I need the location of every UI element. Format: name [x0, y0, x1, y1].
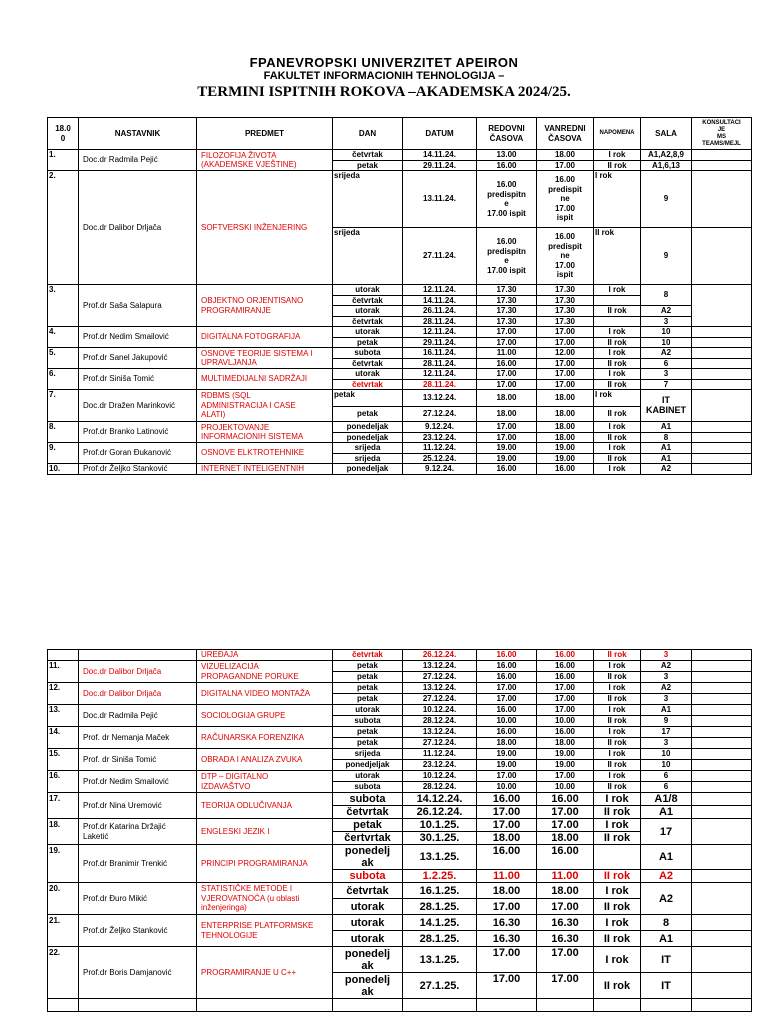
table-row: srijeda 27.11.24. 16.00 predispitn e 17.00 ispit 16.00 predispit ne 17.00 ispit II rok 9 — [48, 228, 752, 285]
table-row: srijeda 25.12.24. 19.00 19.00 II rok A1 — [48, 453, 752, 464]
table-row: 15. Prof. dr Siniša Tomić OBRADA I ANALIZA ZVUKA srijeda 11.12.24. 19.00 19.00 I rok 10 — [48, 749, 752, 760]
table-row: subota 28.12.24. 10.00 10.00 II rok 6 — [48, 782, 752, 793]
table-row: 9. Prof.dr Goran Đukanović OSNOVE ELKTROTEHNIKE srijeda 11.12.24. 19.00 19.00 I rok A1 — [48, 443, 752, 454]
table-row: UREĐAJA četvrtak 26.12.24. 16.00 16.00 II rok 3 — [48, 650, 752, 661]
col-header: VANREDNI ČASOVA — [537, 118, 594, 150]
table-row: petak 29.11.24. 17.00 17.00 II rok 10 — [48, 337, 752, 348]
table-row: subota 28.12.24. 10.00 10.00 II rok 9 — [48, 716, 752, 727]
col-header: NASTAVNIK — [79, 118, 197, 150]
table-row: četvrtak 26.12.24. 17.00 17.00 II rok A1 — [48, 806, 752, 819]
col-header: DAN — [333, 118, 403, 150]
table-row: 22. Prof.dr Boris Damjanović PROGRAMIRANJE U C++ ponedelj ak 13.1.25. 17.00 17.00 I rok IT — [48, 947, 752, 973]
table-row: subota 1.2.25. 11.00 11.00 II rok A2 — [48, 870, 752, 883]
exam-table-2 — [47, 649, 752, 1012]
table-row: 10. Prof.dr Željko Stanković INTERNET INTELIGENTNIH ponedeljak 9.12.24. 16.00 16.00 I rok A2 — [48, 464, 752, 475]
page-title: TERMINI ISPITNIH ROKOVA –AKADEMSKA 2024/25. — [197, 84, 571, 100]
table-row: 6. Prof.dr Siniša Tomić MULTIMEDIJALNI SADRŽAJI utorak 12.11.24. 17.00 17.00 I rok 3 — [48, 369, 752, 380]
table-row: 3. Prof.dr Saša Salapura OBJEKTNO ORJENTISANO PROGRAMIRANJE utorak 12.11.24. 17.30 17.30 I rok 8 — [48, 285, 752, 296]
col-header: NAPOMENA — [594, 118, 641, 150]
table-row: 12. Doc.dr Dalibor Drljača DIGITALNA VIDEO MONTAŽA petak 13.12.24. 17.00 17.00 I rok A2 — [48, 683, 752, 694]
table-row: 13. Doc.dr Radmila Pejić SOCIOLOGIJA GRUPE utorak 10.12.24. 16.00 17.00 I rok A1 — [48, 705, 752, 716]
table-row: 19. Prof.dr Branimir Trenkić PRINCIPI PROGRAMIRANJA ponedelj ak 13.1.25. 16.00 16.00 A1 — [48, 845, 752, 870]
table-row: utorak 28.1.25. 16.30 16.30 II rok A1 — [48, 931, 752, 947]
col-header: 18.0 0 — [48, 118, 79, 150]
col-header: REDOVNI ČASOVA — [477, 118, 537, 150]
table-row: 20. Prof.dr Đuro Mikić STATISTIČKE METODE I VJEROVATNOĆA (u oblasti inženjeringa) četvrtak 16.1.25. 18.00 18.00 I rok A2 — [48, 883, 752, 899]
table-row: čertvrtak 30.1.25. 18.00 18.00 II rok — [48, 832, 752, 845]
table-row: 18. Prof.dr Katarina Držajić Laketić ENGLESKI JEZIK I petak 10.1.25. 17.00 17.00 I rok 17 — [48, 819, 752, 832]
table-row: ponedjeljak 23.12.24. 19.00 19.00 II rok 10 — [48, 760, 752, 771]
header-row — [48, 118, 752, 150]
col-header: SALA — [641, 118, 692, 150]
table-row: petak 27.12.24. 18.00 18.00 II rok 3 — [48, 738, 752, 749]
table-row: 11. Doc.dr Dalibor Drljača VIZUELIZACIJA PROPAGANDNE PORUKE petak 13.12.24. 16.00 16.00 I rok A2 — [48, 661, 752, 672]
table-row: četvrtak 28.11.24. 16.00 17.00 II rok 6 — [48, 358, 752, 369]
table-row: četvrtak 28.11.24. 17.00 17.00 II rok 7 — [48, 379, 752, 390]
table-row: ponedelj ak 27.1.25. 17.00 17.00 II rok IT — [48, 973, 752, 999]
col-header: DATUM — [403, 118, 477, 150]
table-row: utorak 28.1.25. 17.00 17.00 II rok — [48, 899, 752, 915]
table-row: 1. Doc.dr Radmila Pejić FILOZOFIJA ŽIVOTA (AKADEMSKE VJEŠTINE) četvrtak 14.11.24. 13.00 18.00 I rok A1,A2,8,9 — [48, 150, 752, 161]
exam-table-1 — [47, 117, 752, 475]
table-row: 16. Prof.dr Nedim Smailović DTP – DIGITALNO IZDAVAŠTVO utorak 10.12.24. 17.00 17.00 I rok 6 — [48, 771, 752, 782]
table-row: 7. Doc.dr Dražen Marinković RDBMS (SQL ADMINISTRACIJA I CASE ALATI) petak 13.12.24. 18.00 18.00 I rok IT KABINET — [48, 390, 752, 407]
table-row: 14. Prof. dr Nemanja Maček RAČUNARSKA FORENZIKA petak 13.12.24. 16.00 16.00 I rok 17 — [48, 727, 752, 738]
table-row: 4. Prof.dr Nedim Smailović DIGITALNA FOTOGRAFIJA utorak 12.11.24. 17.00 17.00 I rok 10 — [48, 327, 752, 338]
table-row: petak 27.12.24. 16.00 16.00 II rok 3 — [48, 672, 752, 683]
table-row: 2. Doc.dr Dalibor Drljača SOFTVERSKI INŽENJERING srijeda 13.11.24. 16.00 predispitn e 17.00 ispit 16.00 predispit ne 17.00 ispit I rok 9 — [48, 171, 752, 228]
table-row: 17. Prof.dr Nina Uremović TEORIJA ODLUČIVANJA subota 14.12.24. 16.00 16.00 I rok A1/8 — [48, 793, 752, 806]
table-row: 21. Prof.dr Željko Stanković ENTERPRISE PLATFORMSKE TEHNOLOGIJE utorak 14.1.25. 16.30 16.30 I rok 8 — [48, 915, 752, 931]
table-row: četvrtak 14.11.24. 17.30 17.30 — [48, 295, 752, 306]
table-row: petak 27.12.24. 17.00 17.00 II rok 3 — [48, 694, 752, 705]
table-row — [48, 999, 752, 1012]
table-row: 5. Prof.dr Sanel Jakupović OSNOVE TEORIJE SISTEMA I UPRAVLJANJA subota 16.11.24. 11.00 12.00 I rok A2 — [48, 348, 752, 359]
col-header: KONSULTACI JE MS TEAMS/MEJL — [692, 118, 752, 150]
faculty-title: FAKULTET INFORMACIONIH TEHNOLOGIJA – — [263, 70, 505, 82]
table-row: petak 29.11.24. 16.00 17.00 II rok A1,6,13 — [48, 160, 752, 171]
table-row: utorak 26.11.24. 17.30 17.30 II rok A2 — [48, 306, 752, 317]
col-header: PREDMET — [197, 118, 333, 150]
table-row: ponedeljak 23.12.24. 17.00 18.00 II rok 8 — [48, 432, 752, 443]
table-row: petak 27.12.24. 18.00 18.00 II rok — [48, 407, 752, 422]
table-row: 8. Prof.dr Branko Latinović PROJEKTOVANJE INFORMACIONIH SISTEMA ponedeljak 9.12.24. 17.00 18.00 I rok A1 — [48, 422, 752, 433]
university-title: FPANEVROPSKI UNIVERZITET APEIRON — [249, 55, 519, 70]
table-row: četvrtak 28.11.24. 17.30 17.30 3 — [48, 316, 752, 327]
